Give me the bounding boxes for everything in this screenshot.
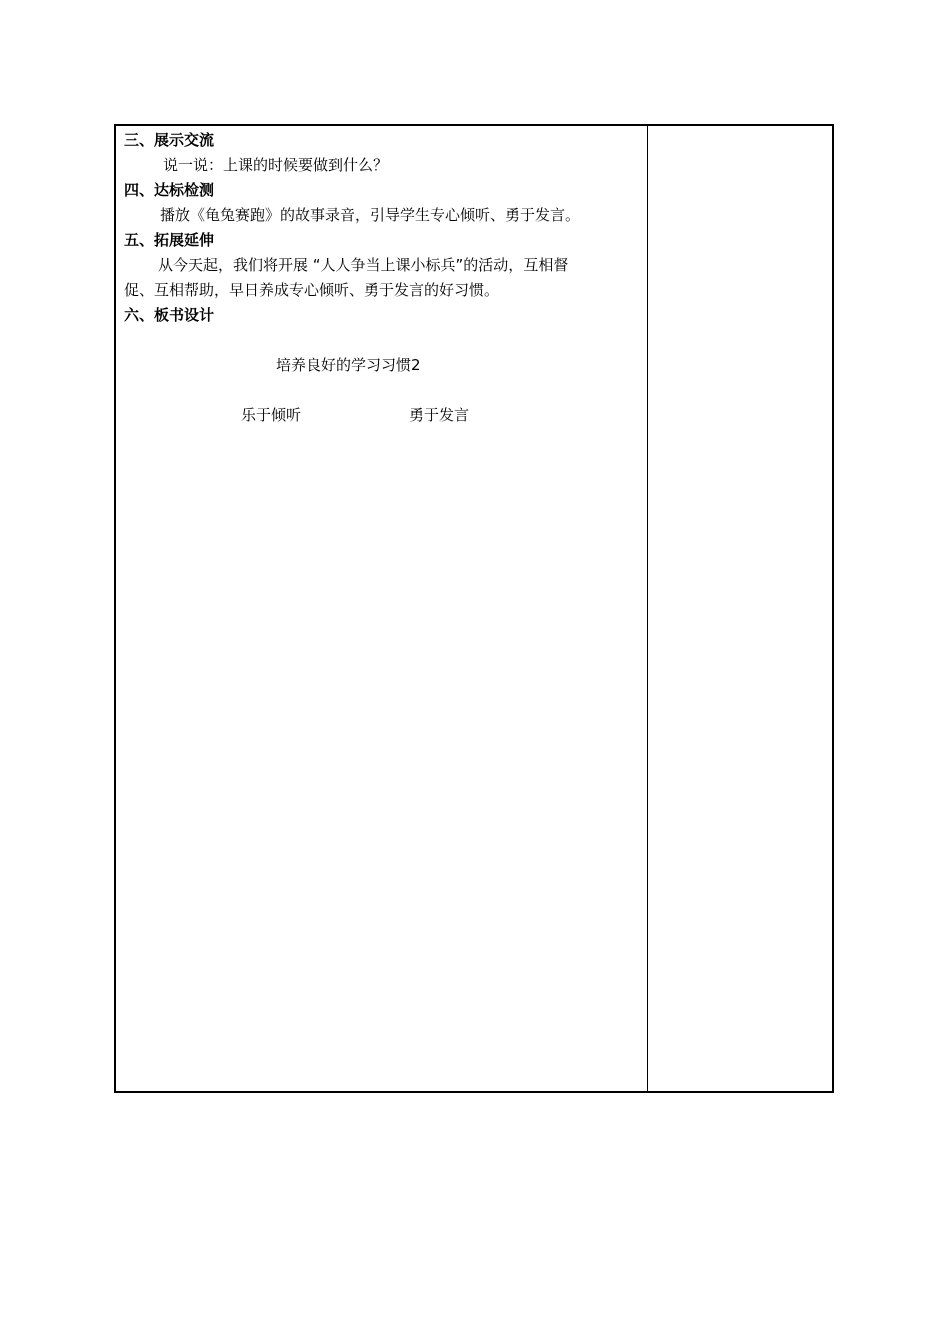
section-text-exchange: 说一说：上课的时候要做到什么？ — [163, 156, 389, 174]
lesson-plan-table — [114, 124, 834, 1093]
section-heading-board-design: 六、板书设计 — [124, 306, 215, 324]
notes-column — [648, 126, 832, 1091]
main-content-column — [116, 126, 647, 1091]
board-item-listening: 乐于倾听 — [241, 406, 302, 424]
section-text-extension-line1: 从今天起，我们将开展 “人人争当上课小标兵”的活动，互相督 — [158, 256, 569, 274]
section-heading-exchange: 三、展示交流 — [124, 131, 215, 149]
board-item-speaking: 勇于发言 — [409, 406, 470, 424]
board-title: 培养良好的学习习惯2 — [276, 356, 421, 374]
section-text-extension-line2: 促、互相帮助，早日养成专心倾听、勇于发言的好习惯。 — [124, 281, 500, 299]
section-heading-extension: 五、拓展延伸 — [124, 231, 215, 249]
section-text-assessment: 播放《龟兔赛跑》的故事录音，引导学生专心倾听、勇于发言。 — [160, 206, 581, 224]
section-heading-assessment: 四、达标检测 — [124, 181, 215, 199]
